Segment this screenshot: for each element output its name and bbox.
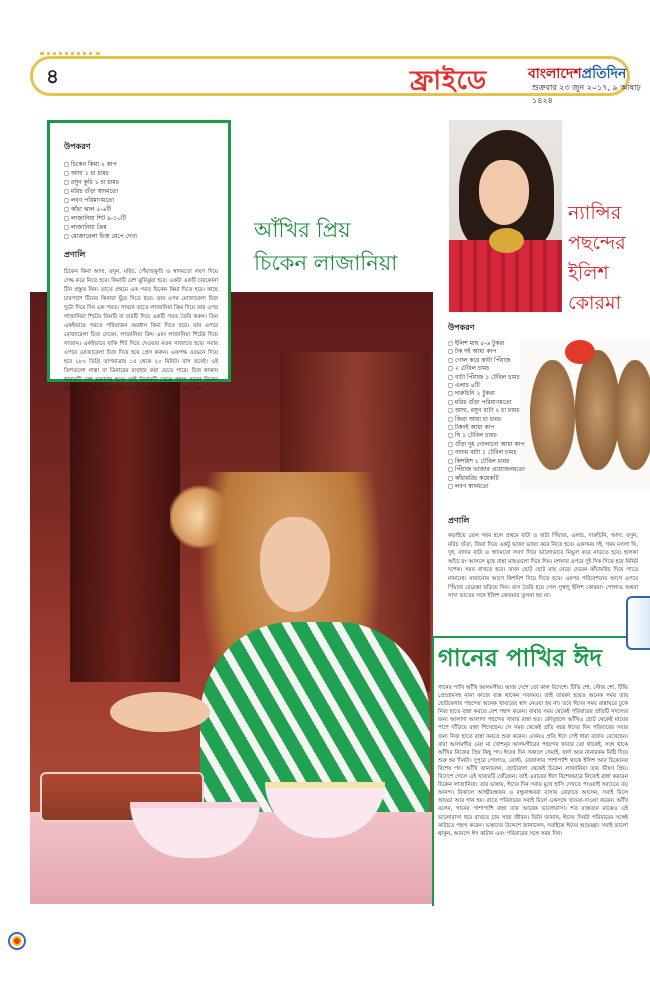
list-item: ◻ লবণ স্বাদমতো <box>448 483 568 491</box>
method-heading: প্রণালি <box>448 516 470 525</box>
ingredients-list <box>448 340 568 491</box>
list-item: ◻ কাঁচামরিচ কয়েকটি <box>448 475 568 483</box>
list-item: ◻ দারুচিনি ২ টুকরা <box>448 390 568 398</box>
method-heading: প্রণালি <box>64 250 86 259</box>
title-line: ন্যান্সির <box>568 202 622 224</box>
photo-face <box>260 517 330 612</box>
photo-tomato-garnish <box>565 340 595 364</box>
title-line: চিকেন লাজানিয়া <box>254 251 398 275</box>
nancy-recipe-title <box>568 198 648 318</box>
list-item: ◻ মোজারেলা চিজ মেপে দেখা <box>64 232 218 241</box>
list-item: ◻ বাটা পিঁয়াজ ১ টেবিল চামচ <box>448 374 568 382</box>
list-item: ◻ টকদই আধা কাপ <box>448 424 568 432</box>
method-text: কড়াইয়ে তেল গরম হলে প্রথমে বাটা ও বাটা পিঁয়াজ, এলাচ, দারুচিনি, আদা, রসুন, মরিচ গুঁড়া, জিরা দিয়ে একটু ভাজা ভাজা করে নিতে হবে। একসময় দই, গরম মসলা ঘি, দুধ, বাদাম বাটা ও স্বাদমতো লবণ দিয়ে ভালোভাবে নিভুল করে নাড়তে হবে। হালকা আঁচে রং আসলে মুছে রান্না মাছগুলো দিয়ে দিন। মশলার ওপরে দুই দিক দিতে হবে মিনিট দশেক। সময় রাখতে হবে। তখন ছোট ছোট মাছ নেড়ে দেবেন কাঁচামরিচ দিয়ে পাত্রে নামানো। নামানোর আগে কিশমিশ দিয়ে দিতে হবে। এরপর পরিবেশনের আগে ওপরে পিঁয়াজ বেরেস্তা ছড়িয়ে দিন। ব্যস তৈরি হয়ে গেল সুস্বাদু ইলিশ কোরমা। পোলাও অথবা সাদা ভাতের সঙ্গে ইলিশ কোরমার তুলনা হয় না। <box>448 533 638 600</box>
title-line: ইলিশ <box>568 262 609 284</box>
logo-part2: প্রতিদিন <box>581 66 627 82</box>
photo-face <box>479 160 529 225</box>
list-item: ◻ আদা, রসুন বাটা ২ চা চামচ <box>448 407 568 415</box>
nancy-method <box>448 515 638 601</box>
title-line: কোরমা <box>568 292 622 314</box>
list-item: ◻ লাজানিয়া শিট ৯-১০টি <box>64 214 218 223</box>
list-item: ◻ রসুন কুচি ১ চা চামচ <box>64 178 218 187</box>
list-item: ◻ মরিচ গুঁড়া পরিমাণমতো <box>448 399 568 407</box>
photo-hand <box>110 692 210 732</box>
list-item: ◻ চিকেন কিমা ২ কাপ <box>64 160 218 169</box>
list-item: ◻ পিঁয়াজ ভাজার প্রয়োজনমতো <box>448 466 568 474</box>
article-body <box>438 684 628 838</box>
list-item: ◻ গুঁড়া দুধ গোলানো আধা কাপ <box>448 441 568 449</box>
page-number: ৪ <box>46 64 59 88</box>
list-item: ◻ জিরা আধা চা চামচ <box>448 416 568 424</box>
akhi-recipe-title <box>254 214 424 280</box>
ingredients-heading: উপকরণ <box>64 142 91 151</box>
list-item: ◻ ইলিশ মাছ ৫-৬ টুকরা <box>448 340 568 348</box>
list-item: ◻ এলাচ ৪টি <box>448 382 568 390</box>
section-title: ফ্রাইডে <box>410 66 488 96</box>
ingredients-heading: উপকরণ <box>448 323 475 332</box>
photo-fish <box>615 360 650 470</box>
list-item: ◻ গোল করে কাটা পিঁয়াজ <box>448 357 568 365</box>
photo-necklace <box>489 228 524 253</box>
logo-part1: বাংলাদেশ <box>528 66 582 82</box>
list-item: ◻ কাঁচা ঝাল ৫-৬টি <box>64 205 218 214</box>
akhi-recipe-box <box>47 120 231 392</box>
list-item: ◻ বাদাম বাটা ১ টেবিল চামচ <box>448 449 568 457</box>
article-text: গানের পাখি আঁখি আলমগীর। আজ দেশে তো কাল বিদেশে। টিভি শো, স্টেজ শো, টিভি প্রোগ্রামসহ নানা কাজে ব্যস্ত থাকেন সবসময়। তাই তারকা হয়েও অনেক সময় তার ছোটবেলার পছন্দের অনেক খাবারের স্বাদ নেওয়া হয় না। তবে ঈদের সময় রান্নাঘরে ঢুকে নিজ হাতে রান্না করতে বেশ পছন্দ করেন। বাবার সময় থেকেই পরিবারের প্রতিটি সদস্যের জন্য আলাদা আলাদা পছন্দের খাবার রান্না হত। কৌতূহলে আঁখিও ছোট থেকেই মায়ের পাশে দাঁড়িয়ে রান্না শিখেছেন। সে সময় থেকেই প্রতি বছর ঈদের দিন পরিবারের সবার জন্য নিজ হাতে রান্না করতে শুরু করেন। এখনও প্রতি ঈদে সেই ধারা বজায় রেখেছেন। বাবা আলমগীর এবং মা খোশনূর আলমগীরের পছন্দের খাবার তো থাকেই, সঙ্গে থাকে আঁখির নিজের প্রিয় কিছু পদ। ঈদের দিন সকালে সেমাই, জর্দা আর নানারকম মিষ্টি দিয়ে শুরু হয় দিনটা। দুপুরে পোলাও, রোস্ট, রেজালার পাশাপাশি থাকে ইলিশ আর চিকেনের বিশেষ পদ। আঁখি জানালেন, ছোটবেলা থেকেই চিকেন লাজানিয়া তার ভীষণ প্রিয়। বিদেশে গেলে এই খাবারটি খোঁজেন। তাই এবারের ঈদে বিশেষভাবে নিজেই রান্না করবেন চিকেন লাজানিয়া। তার ভাষায়, ঈদের দিন সবার মুখে হাসি দেখতে পাওয়াই সবচেয়ে বড় আনন্দ। বিকালে আত্মীয়স্বজন ও বন্ধুবান্ধবরা বাসায় বেড়াতে আসেন, সবাই মিলে আড্ডা আর গান হয়। রাতে পরিবারের সবাই মিলে একসঙ্গে খাওয়া-দাওয়া করেন। আঁখি বলেন, গানের পাশাপাশি রান্না তার আরেক ভালোবাসা। শত ব্যস্ততার মাঝেও এই ভালোবাসা ধরে রাখতে চান সারা জীবন। তিনি জানান, ঈদের দিনটা পরিবারের সঙ্গেই কাটাতে পছন্দ করেন। ভক্তদের উদ্দেশে জানালেন, সবাইকে ঈদের শুভেচ্ছা। সবাই ভালো থাকুন, আনন্দে ঈদ কাটান এবং পরিবারের সঙ্গে সময় দিন। <box>438 685 628 837</box>
photo-shelf <box>70 382 180 682</box>
method-text: চিকেন কিমা আদা, রসুন, মরিচ, পেঁয়াজকুচি ও স্বাদমতো লবণ দিয়ে সেদ্ধ করে নিতে হবে। কিমাটি বেশ ঝুরিঝুরা হবে। একটা একটি চারকোনা টিন প্রস্তুত নিন। তাতে প্রথমে এক পরত চিকেন কিমা দিতে হবে। কাছে চারপাশে টিনের কিনারা ছুঁয়ে দিতে হবে। তার ওপর মোজারেলা চিজ দুটো দিয়ে দিন এক পরত। সামনে তাতে লাজানিয়া ক্রিম দিয়ে তার ওপর লাজানিয়া শিটের তিনটি বা চারটি দিয়ে একটি পরত তৈরি করুন। তিন একইভাবে পরতে পরিয়াজন অবধান কিমা দিতে হবে। তার ওপরে মোজারেলা চিজ দেবেন, লাজানিয়া ক্রিম এবং লাজানিয়া শিটের দিয়ে সাজান। একইভাবে বাকি শিট দিয়ে দেওয়ার মতন সাজাতে হবে। সবার ওপরে মোজারেলা চিজ দিয়ে হয়ে প্রেস করুন। একপক্ষ ওভেনে দিয়ে হবে ১৮০ ডিগ্রি তাপমাত্রায় ১৫ থেকে ২০ মিনিট। বাস তবেই। এই ডিশগুলো নাস্তা বা ডিনারের ব্যবহার করা যেতে পারে। চিজ থাকায় খাবারটি বেশ মজাদার হবে। তাই ডিনারটি খেতে পছন্দ করেন চিকেন লাজানিয়া। আর ঈদের খাবার তিনটার ভালোবেসে এর স্বাদ নেই। <box>64 269 218 392</box>
title-line: আঁখির প্রিয় <box>254 218 351 242</box>
title-line: পছন্দের <box>568 232 626 254</box>
list-item: ◻ আদা ১ চা চামচ <box>64 169 218 178</box>
list-item: ◻ লবণ পরিমাণমতো <box>64 196 218 205</box>
nancy-ingredients <box>448 322 568 491</box>
list-item: ◻ ২ টেবিল চামচ <box>448 365 568 373</box>
teacup-graphic <box>626 596 650 650</box>
list-item: ◻ মরিচ গুঁড়া স্বাদমতো <box>64 187 218 196</box>
list-item: ◻ লাজানিয়া ক্রিম <box>64 223 218 232</box>
photo-fish <box>575 350 620 470</box>
ingredients-list <box>64 160 218 241</box>
list-item: ◻ কিশমিশ ১ টেবিল চামচ <box>448 458 568 466</box>
registration-mark-icon <box>8 932 26 950</box>
list-item: ◻ টক দই আধা কাপ <box>448 348 568 356</box>
list-item: ◻ ঘি ১ টেবিল চামচ <box>448 432 568 440</box>
nancy-photo <box>449 120 562 312</box>
header-date: শুক্রবার ২৩ জুন ২০১৭, ৯ আষাঢ় ১৪২৪ <box>532 83 641 105</box>
article-title: গানের পাখির ঈদ <box>438 644 602 672</box>
